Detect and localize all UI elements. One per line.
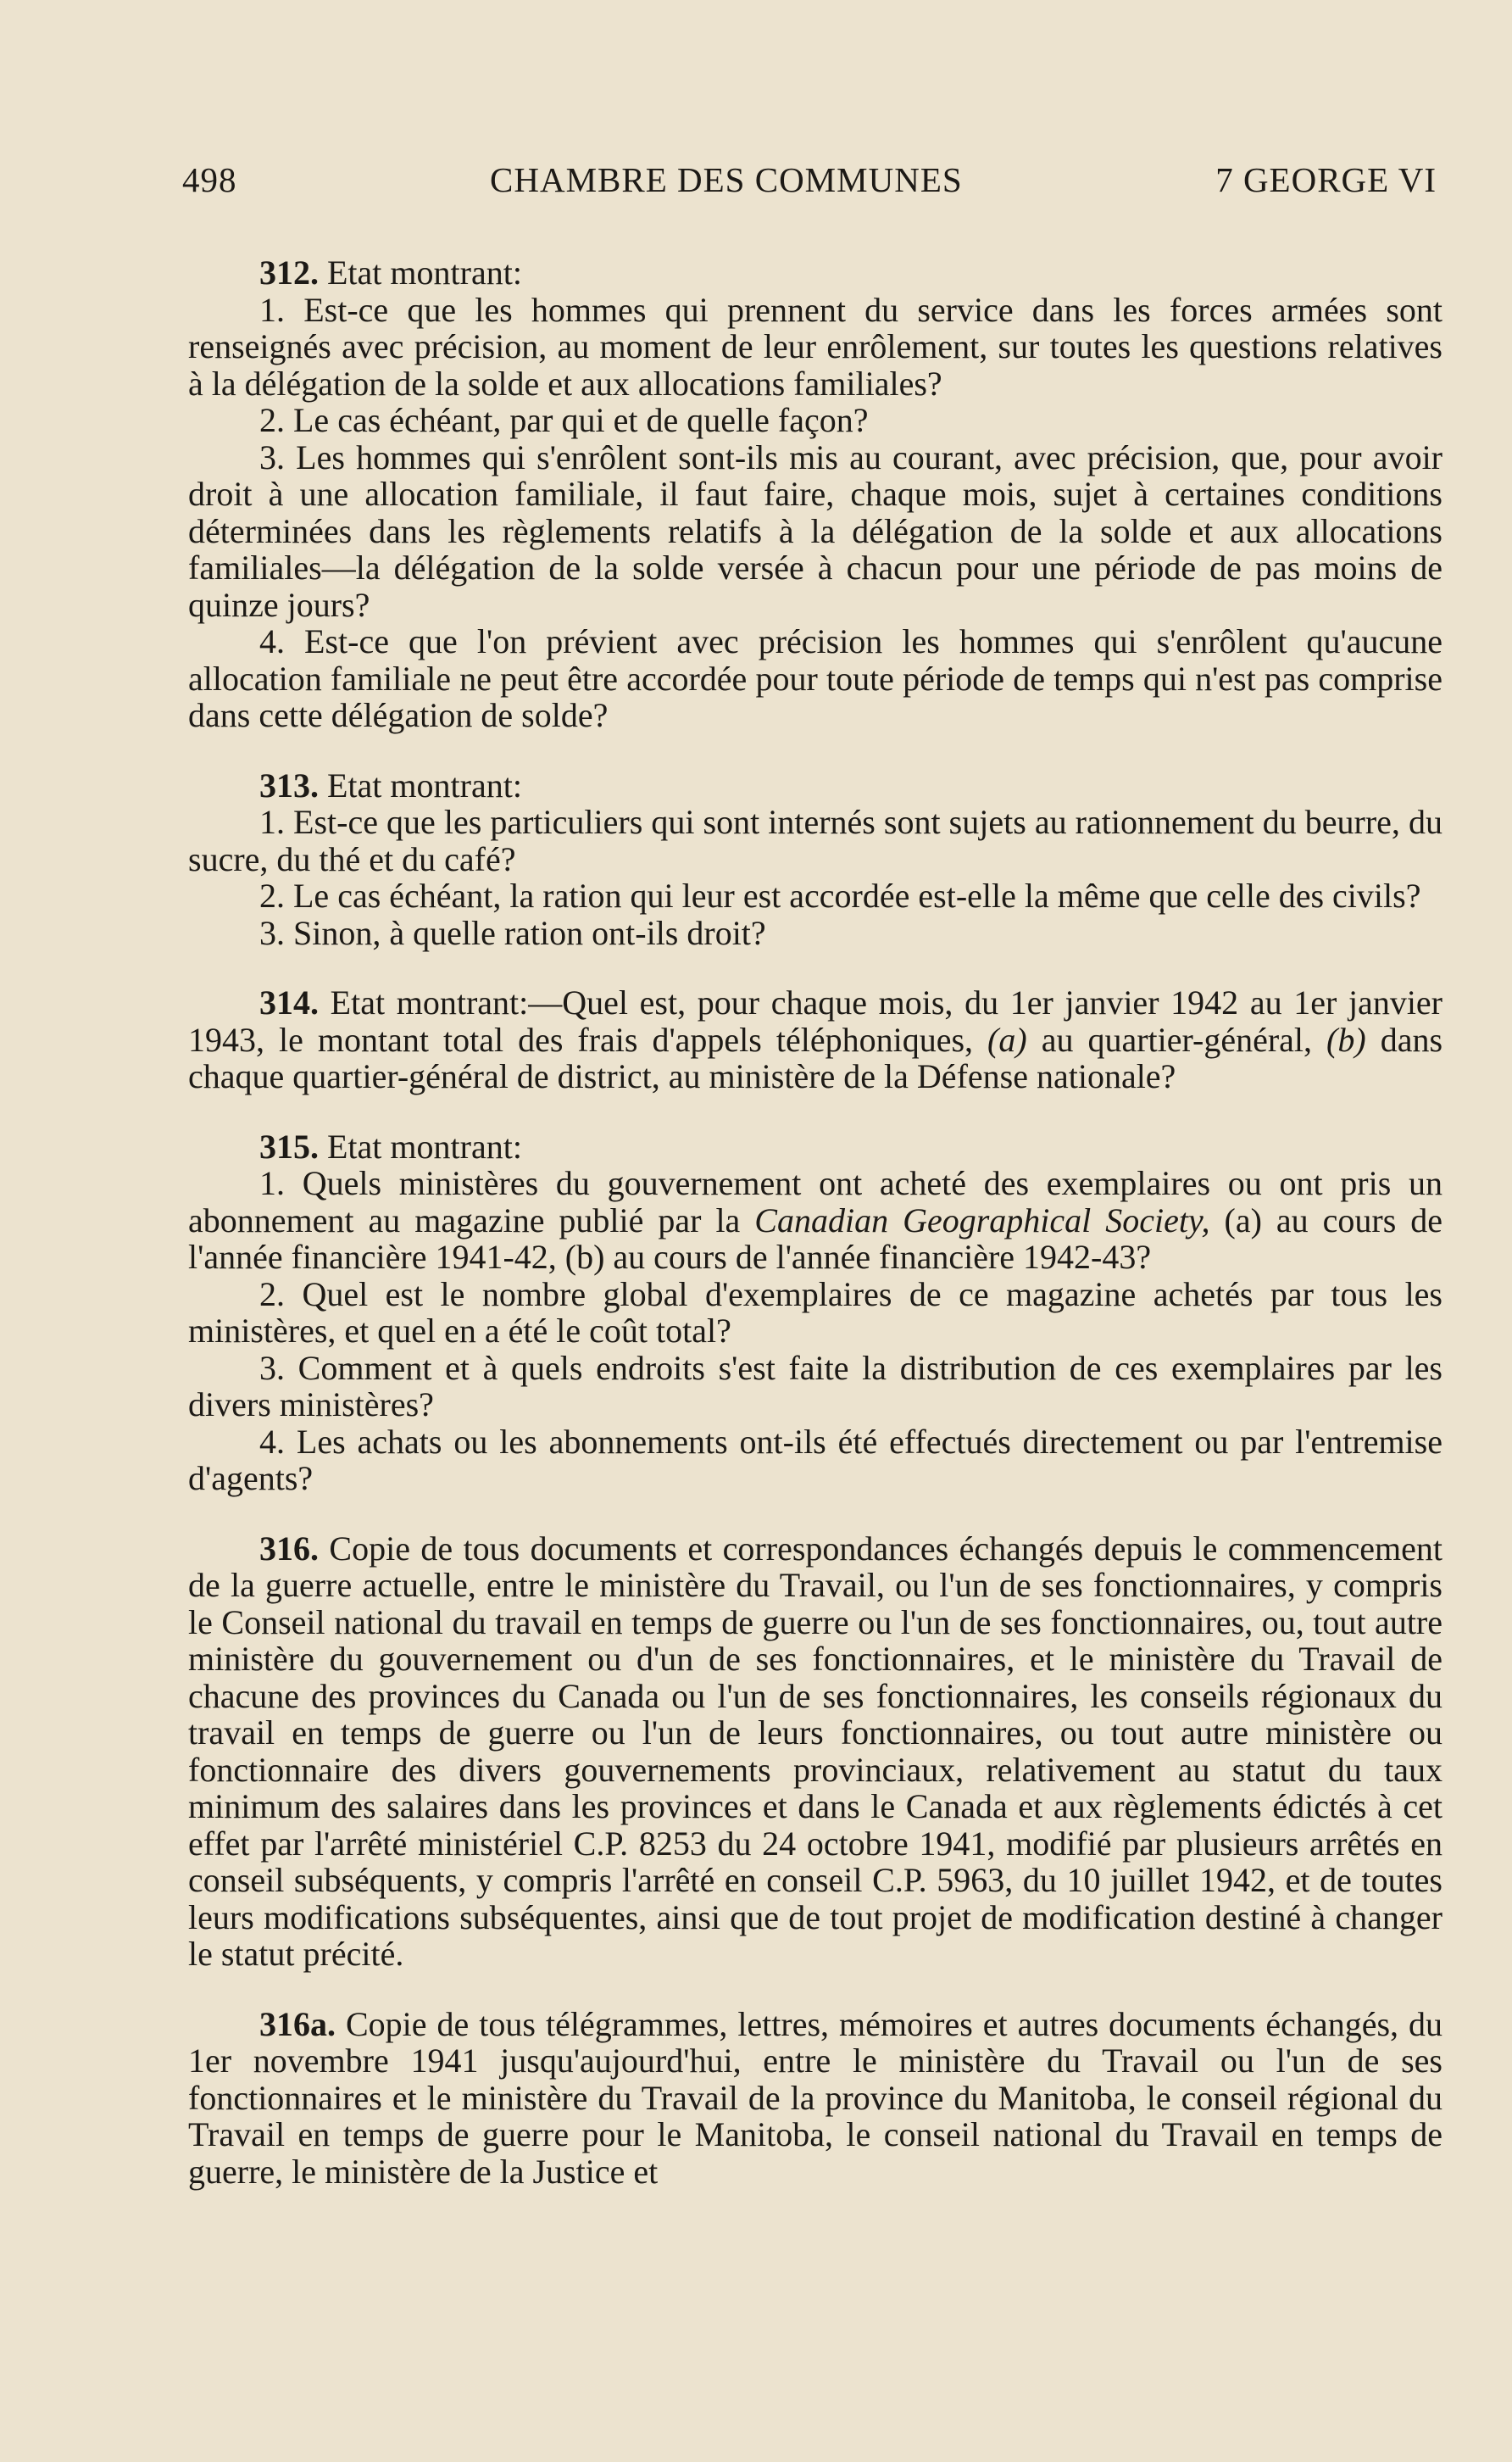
sub-question: 4. Est-ce que l'on prévient avec précision les hommes qui s'enrôlent qu'aucune allocation familiale ne peut être accordée pour toute période de temps qui n'est pas comprise dans cette délégation de solde? xyxy=(188,622,1443,734)
text-segment: 1. Quels ministères du gouvernement ont acheté des exemplaires ou ont pris un abonnement au magazine publié par la xyxy=(188,1164,1443,1239)
enum-mark: (b) xyxy=(1326,1020,1366,1059)
page-number: 498 xyxy=(182,160,237,199)
question-312 xyxy=(188,254,1443,734)
question-number: 314. xyxy=(259,983,319,1022)
question-number: 316a. xyxy=(259,2004,336,2043)
sub-question: 2. Quel est le nombre global d'exemplaires de ce magazine achetés par tous les ministères, et quel en a été le coût total? xyxy=(188,1274,1443,1350)
body-text xyxy=(188,254,1443,2223)
intro-text: Etat montrant: xyxy=(327,253,522,292)
sub-question: 3. Comment et à quels endroits s'est faite la distribution de ces exemplaires par les divers ministères? xyxy=(188,1348,1443,1423)
text-segment: Copie de tous documents et correspondances échangés depuis le commencement de la guerre actuelle, entre le ministère du Travail, ou l'un de ses fonctionnaires, y compris le Conseil national du travail en temps de guerre ou l'un de ses fonctionnaires, ou, tout autre ministère du gouvernement ou d'un de ses fonctionnaires, et le ministère du Travail de chacune des provinces du Canada ou l'un de ses fonctionnaires, les conseils régionaux du travail en temps de guerre ou l'un de leurs fonctionnaires, ou tout autre ministère ou fonctionnaire des divers gouvernements provinciaux, relativement au statut du taux minimum des salaires dans les provinces et dans le Canada et aux règlements édictés à cet effet par l'arrêté ministériel C.P. 8253 du 24 octobre 1941, modifié par plusieurs arrêtés en conseil subséquents, y compris l'arrêté en conseil C.P. 5963, du 10 juillet 1942, et de toutes leurs modifications subséquentes, ainsi que de tout projet de modification destiné à changer le statut précité. xyxy=(188,1529,1443,1973)
question-314 xyxy=(188,984,1443,1095)
regnal-year: 7 GEORGE VI xyxy=(1215,160,1437,199)
sub-question: 1. Est-ce que les particuliers qui sont internés sont sujets au rationnement du beurre, du sucre, du thé et du café? xyxy=(188,803,1443,878)
enum-mark: (a) xyxy=(987,1020,1027,1059)
text-segment: Etat montrant:—Quel est, pour chaque mois, du 1er janvier 1942 au 1er janvier 1943, le montant total des frais d'appels téléphoniques, xyxy=(188,983,1443,1059)
text-segment: dans chaque quartier-général de district, au ministère de la Défense nationale? xyxy=(188,1020,1443,1095)
sub-question: 3. Les hommes qui s'enrôlent sont-ils mis au courant, avec précision, que, pour avoir droit à une allocation familiale, il faut faire, chaque mois, sujet à certaines conditions déterminées dans les règlements relatifs à la délégation de la solde et aux allocations familiales—la délégation de la solde versée à chacun pour une période de pas moins de quinze jours? xyxy=(188,437,1443,624)
intro-text: Etat montrant: xyxy=(327,766,522,805)
sub-question: 3. Sinon, à quelle ration ont-ils droit? xyxy=(259,913,766,952)
question-text xyxy=(188,984,1443,1095)
question-intro xyxy=(188,767,1443,805)
question-316a xyxy=(188,2006,1443,2191)
question-313 xyxy=(188,767,1443,952)
question-text xyxy=(188,1530,1443,1973)
intro-text: Etat montrant: xyxy=(327,1127,522,1166)
question-number: 313. xyxy=(259,766,319,805)
publication-title: CHAMBRE DES COMMUNES xyxy=(490,160,963,199)
sub-question: 4. Les achats ou les abonnements ont-ils été effectués directement ou par l'entremise d'agents? xyxy=(188,1422,1443,1497)
sub-question xyxy=(188,1165,1443,1276)
text-segment: au quartier-général, xyxy=(1026,1020,1327,1059)
question-315 xyxy=(188,1128,1443,1497)
text-segment: Copie de tous télégrammes, lettres, mémoires et autres documents échangés, du 1er novembre 1941 jusqu'aujourd'hui, entre le ministère du Travail ou l'un de ses fonctionnaires et le ministère du Travail de la province du Manitoba, le conseil régional du Travail en temps de guerre pour le Manitoba, le conseil national du Travail en temps de guerre, le ministère de la Justice et xyxy=(188,2004,1443,2191)
question-316 xyxy=(188,1530,1443,1973)
magazine-name: Canadian Geographical Society, xyxy=(754,1200,1210,1239)
question-number: 316. xyxy=(259,1529,319,1568)
question-intro xyxy=(188,1128,1443,1166)
question-number: 315. xyxy=(259,1127,319,1166)
question-text xyxy=(188,2006,1443,2191)
question-intro xyxy=(188,254,1443,292)
sub-question: 1. Est-ce que les hommes qui prennent du service dans les forces armées sont renseignés avec précision, au moment de leur enrôlement, sur toutes les questions relatives à la délégation de la solde et aux allocations familiales? xyxy=(188,290,1443,403)
text-segment: (a) au cours de l'année financière 1941-42, (b) au cours de l'année financière 1942-43? xyxy=(188,1200,1443,1276)
sub-question: 2. Le cas échéant, la ration qui leur est accordée est-elle la même que celle des civils? xyxy=(259,877,1421,915)
running-header xyxy=(182,159,1437,200)
question-number: 312. xyxy=(259,253,319,292)
sub-question: 2. Le cas échéant, par qui et de quelle façon? xyxy=(259,401,869,439)
